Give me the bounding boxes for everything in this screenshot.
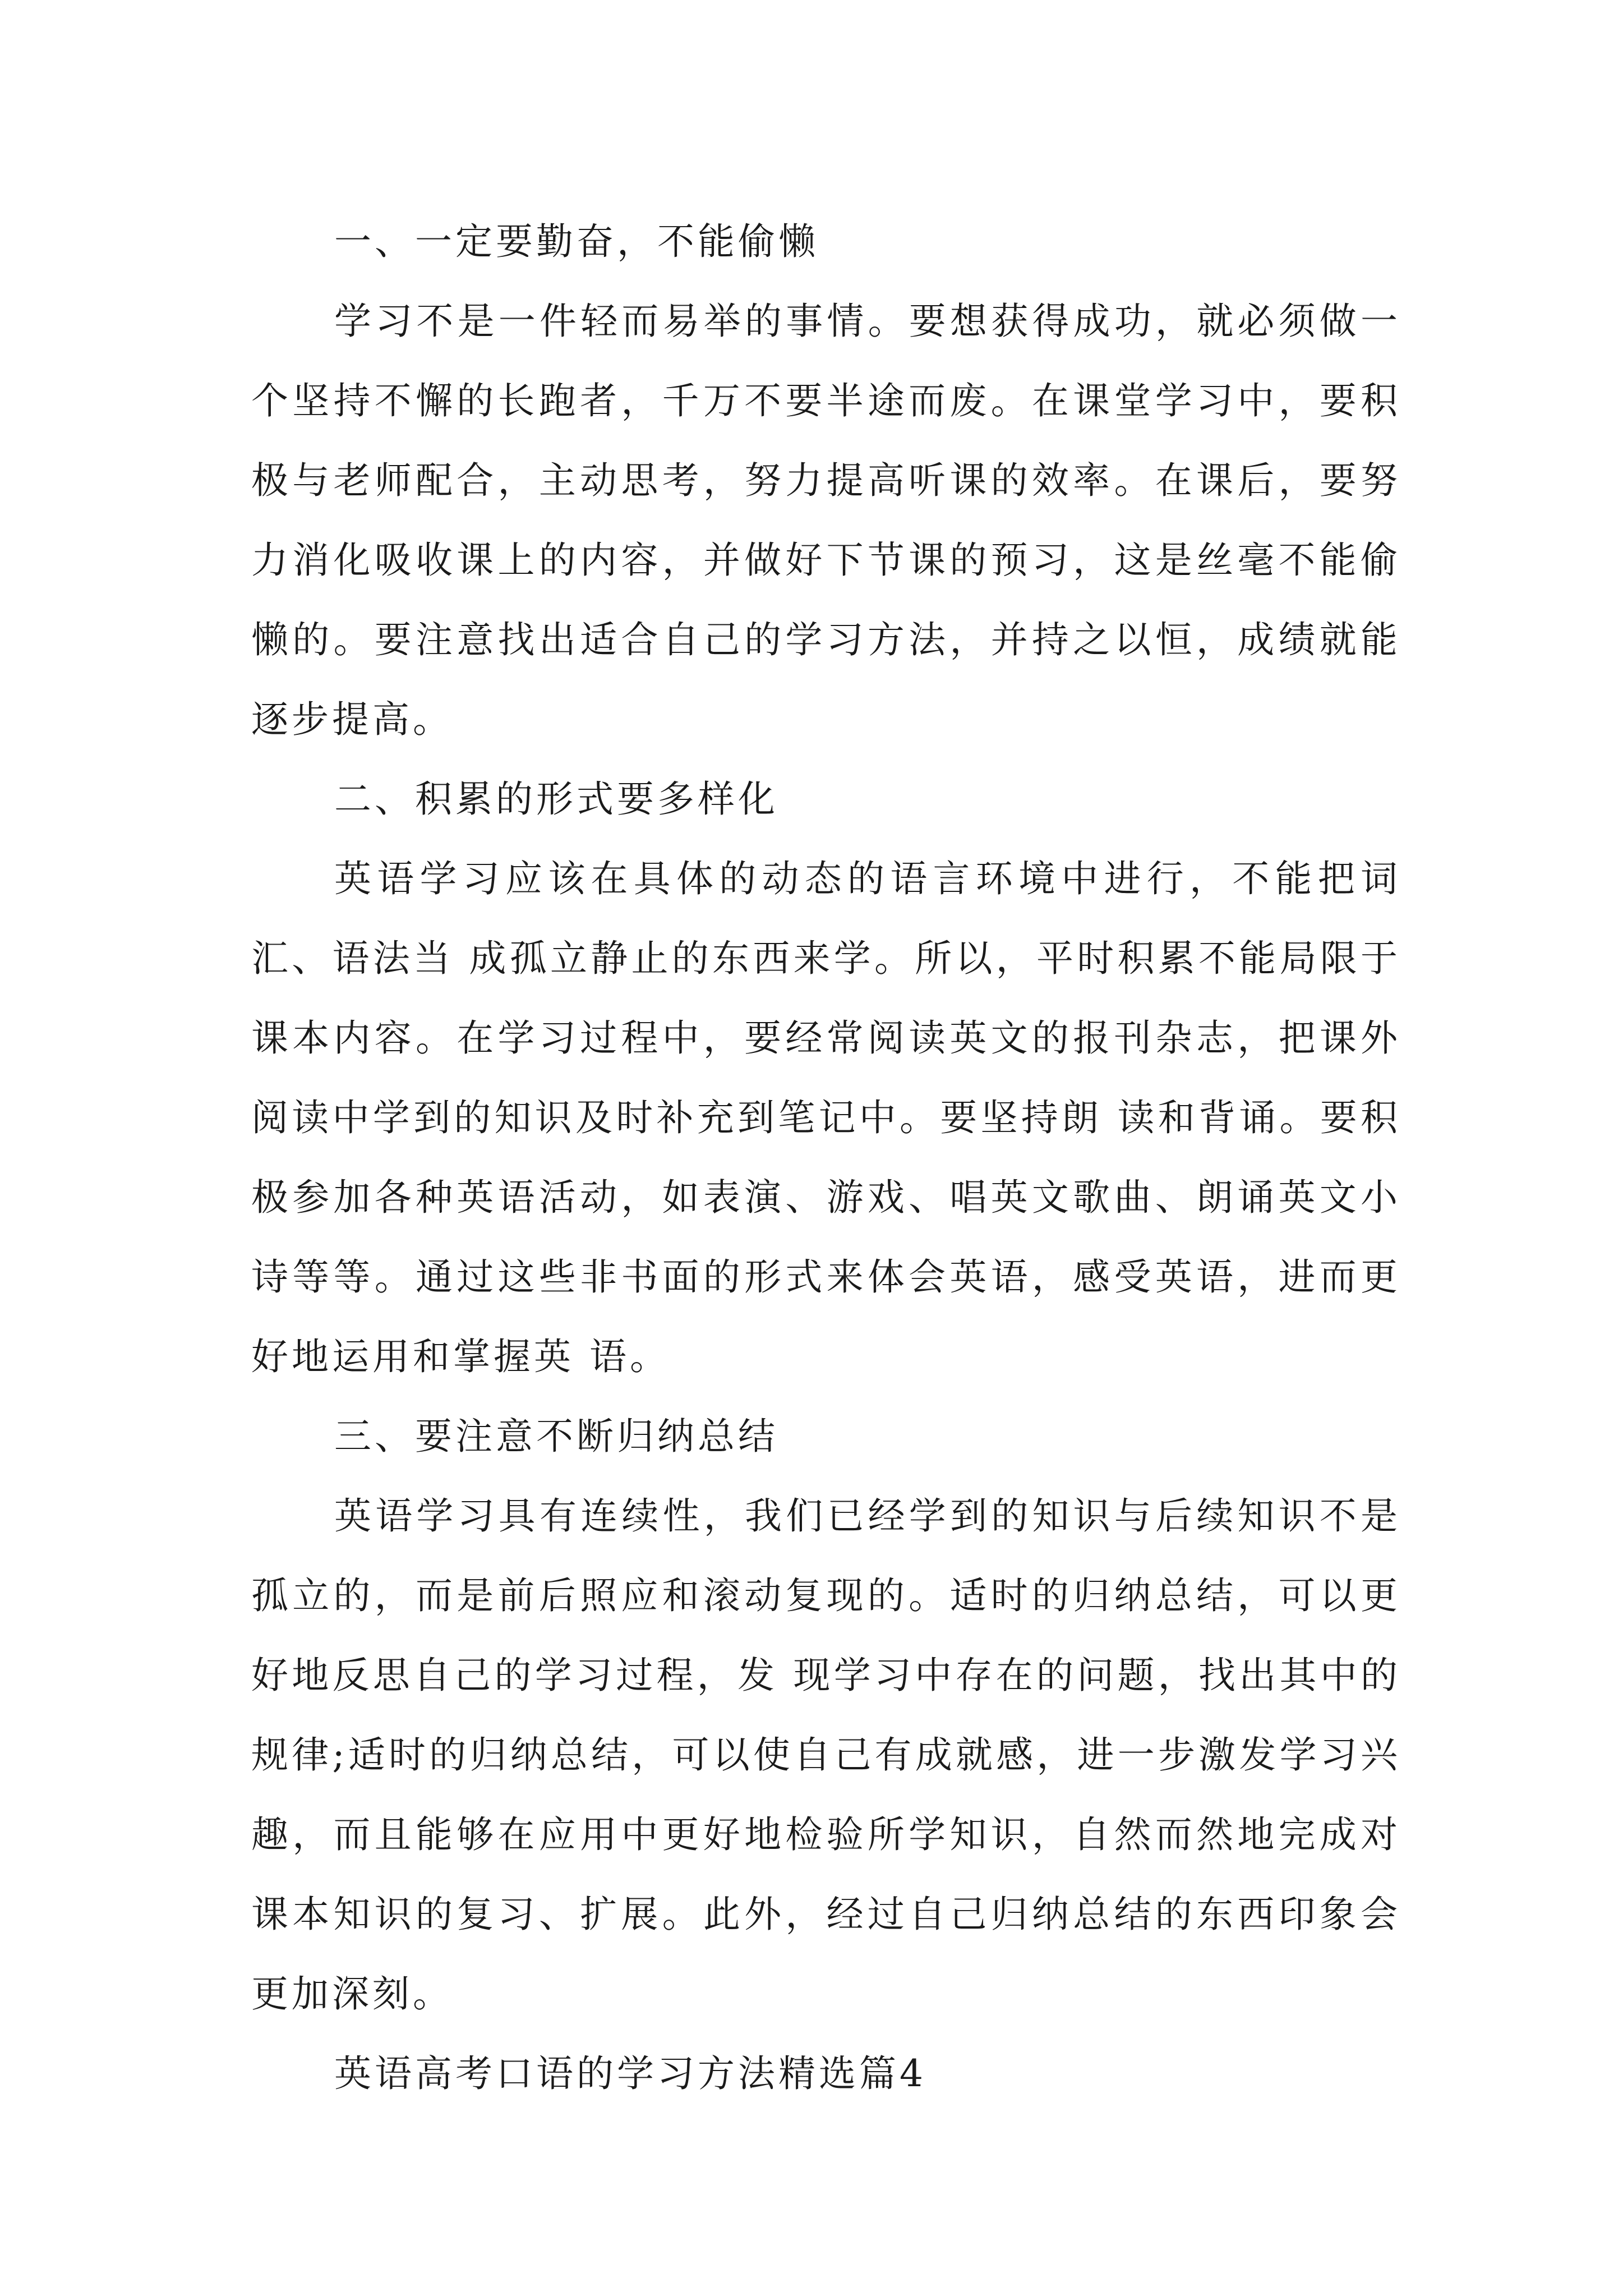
section-heading-2: 二、积累的形式要多样化: [334, 777, 778, 821]
body-paragraph-2: 英语学习应该在具体的动态的语言环境中进行，不能把词汇、语法当 成孤立静止的东西来学。所以，平时积累不能局限于课本内容。在学习过程中，要经常阅读英文的报刊杂志，把课外阅读中学到的知识及时补充到笔记中。要坚持朗 读和背诵。要积极参加各种英语活动，如表演、游戏、唱英文歌曲、朗诵英文小诗等等。通过这些非书面的形式来体会英语，感受英语，进而更好地运用和掌握英 语。: [251, 857, 1401, 1378]
section-heading-3: 三、要注意不断归纳总结: [334, 1415, 778, 1458]
section-heading-1: 一、一定要勤奋，不能偷懒: [334, 220, 819, 263]
body-paragraph-1: 学习不是一件轻而易举的事情。要想获得成功，就必须做一个坚持不懈的长跑者，千万不要半途而废。在课堂学习中，要积极与老师配合，主动思考，努力提高听课的效率。在课后，要努力消化吸收课上的内容，并做好下节课的预习，这是丝毫不能偷懒的。要注意找出适合自己的学习方法，并持之以恒，成绩就能逐步提高。: [251, 300, 1401, 741]
article-title: 英语高考口语的学习方法精选篇4: [334, 2052, 926, 2095]
document-body: [251, 202, 1416, 2114]
body-paragraph-3: 英语学习具有连续性，我们已经学到的知识与后续知识不是孤立的，而是前后照应和滚动复现的。适时的归纳总结，可以更好地反思自己的学习过程，发 现学习中存在的问题，找出其中的规律;适时的归纳总结，可以使自己有成就感，进一步激发学习兴趣，而且能够在应用中更好地检验所学知识，自然而然地完成对 课本知识的复习、扩展。此外，经过自己归纳总结的东西印象会更加深刻。: [251, 1494, 1416, 2016]
